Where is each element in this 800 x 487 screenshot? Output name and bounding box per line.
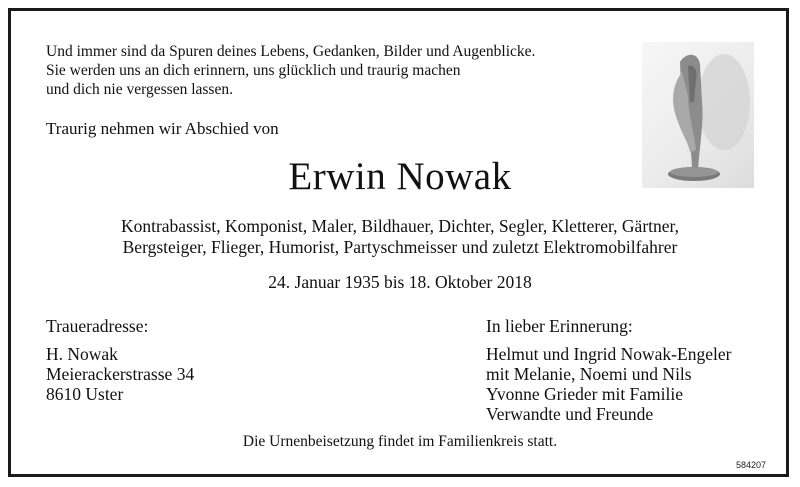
burial-note: Die Urnenbeisetzung findet im Familienkreis statt. (242, 433, 558, 450)
verse-line: und dich nie vergessen lassen. (46, 81, 233, 98)
address-line: 8610 Uster (46, 384, 124, 404)
occupations-line: Kontrabassist, Komponist, Maler, Bildhauer, Dichter, Segler, Kletterer, Gärtner, (120, 216, 680, 236)
address-line: H. Nowak (46, 344, 118, 364)
address-line: Meierackerstrasse 34 (46, 364, 195, 384)
remembrance-block (486, 316, 731, 424)
reference-code: 584207 (735, 460, 766, 470)
life-dates: 24. Januar 1935 bis 18. Oktober 2018 (268, 272, 532, 292)
address-heading: Traueradresse: (46, 316, 149, 336)
farewell-intro: Traurig nehmen wir Abschied von (46, 119, 279, 138)
verse-line: Sie werden uns an dich erinnern, uns glücklich und traurig machen (46, 62, 461, 79)
verse-line: Und immer sind da Spuren deines Lebens, Gedanken, Bilder und Augenblicke. (46, 43, 536, 60)
occupations (0, 216, 800, 258)
remembrance-heading: In lieber Erinnerung: (486, 316, 633, 336)
remembrance-line: Yvonne Grieder mit Familie (486, 384, 684, 404)
remembrance-line: mit Melanie, Noemi und Nils (486, 364, 692, 384)
remembrance-line: Helmut und Ingrid Nowak-Engeler (486, 344, 732, 364)
mourning-address (46, 316, 194, 404)
occupations-line: Bergsteiger, Flieger, Humorist, Partyschmeisser und zuletzt Elektromobilfahrer (122, 237, 678, 257)
memorial-verse (46, 42, 535, 99)
remembrance-line: Verwandte und Freunde (486, 404, 654, 424)
deceased-name: Erwin Nowak (288, 155, 512, 198)
